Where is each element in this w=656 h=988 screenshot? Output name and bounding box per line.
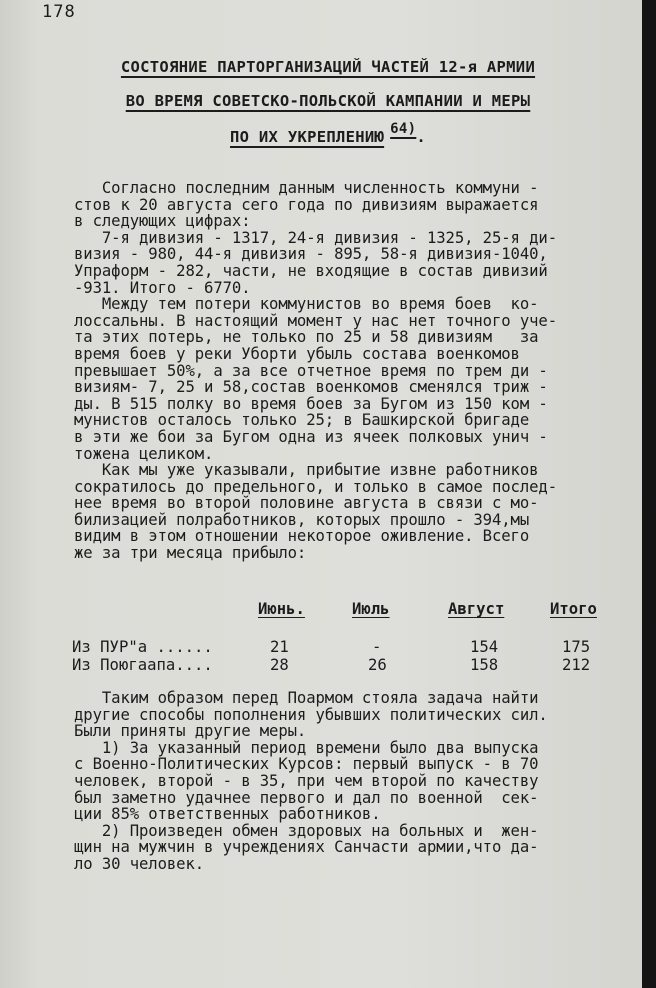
table-header-august: Август: [448, 600, 505, 618]
text-line: Между тем потери коммунистов во время боев ко-: [74, 295, 539, 314]
title-line-1: СОСТОЯНИЕ ПАРТОРГАНИЗАЦИЙ ЧАСТЕЙ 12-я АРМИИ: [120, 58, 536, 76]
text-line: -931. Итого - 6770.: [74, 278, 251, 297]
page-number: 178: [42, 2, 76, 22]
text-line: стов к 20 августа сего года по дивизиям выражается: [74, 195, 539, 214]
title-line-2: ВО ВРЕМЯ СОВЕТСКО-ПОЛЬСКОЙ КАМПАНИИ И МЕРЫ: [125, 92, 531, 110]
text-line: Согласно последним данным численность коммуни -: [74, 179, 539, 197]
title-line-3: ПО ИХ УКРЕПЛЕНИЮ 64).: [230, 121, 426, 146]
scan-border: [642, 0, 656, 988]
text-line: та этих потерь, не только по 25 и 58 дивизиям за: [74, 328, 539, 347]
text-line: Упраформ - 282, части, не входящие в состав дивизий: [74, 261, 548, 280]
table-cell: 154: [470, 638, 499, 656]
text-line: мунистов осталось только 25; в Башкирской бригаде: [74, 411, 530, 430]
text-line: с Военно-Политических Курсов: первый выпуск - в 70: [74, 755, 539, 774]
text-line: ции 85% ответственных работников.: [74, 805, 381, 824]
table-cell: 212: [562, 656, 591, 674]
text-line: превышает 50%, а за все отчетное время по трем ди -: [74, 361, 548, 380]
text-line: нее время во второй половине августа в связи с мо-: [74, 494, 539, 513]
table-cell: 28: [270, 656, 289, 674]
text-line: ло 30 человек.: [74, 854, 205, 873]
text-line: ды. В 515 полку во время боев за Бугом из 150 ком -: [74, 394, 548, 413]
text-line: визия - 980, 44-я дивизия - 895, 58-я дивизия-1040,: [74, 245, 548, 264]
table-header-july: Июль: [352, 600, 390, 618]
table-header-total: Итого: [550, 600, 597, 618]
text-line: время боев у реки Уборти убыль состава военкомов: [74, 344, 520, 363]
text-line: в эти же бои за Бугом одна из ячеек полковых унич -: [74, 427, 548, 446]
text-line: Были приняты другие меры.: [74, 722, 307, 741]
title-end: .: [416, 128, 426, 146]
text-line: же за три месяца прибыло:: [74, 544, 307, 563]
text-line: 2) Произведен обмен здоровых на больных и жен-: [74, 821, 539, 840]
table-cell: 26: [368, 656, 387, 674]
text-line: был заметно удачнее первого и дал по военной сек-: [74, 788, 539, 807]
text-line: билизацией полработников, которых прошло - 394,мы: [74, 510, 530, 529]
text-line: другие способы пополнения убывших политических сил.: [74, 705, 548, 724]
table-cell: 21: [270, 638, 289, 656]
text-line: 1) За указанный период времени было два выпуска: [74, 738, 539, 757]
body-text-block-1: [74, 180, 634, 562]
text-line: щин на мужчин в учреждениях Санчасти армии,что да-: [74, 838, 539, 857]
table-row-label: Из Поюгаапа....: [72, 656, 213, 674]
text-line: человек, второй - в 35, при чем второй по качеству: [74, 771, 539, 790]
footnote-marker: 64): [390, 121, 417, 137]
text-line: видим в этом отношении некоторое оживление. Всего: [74, 527, 530, 546]
table-cell: 175: [562, 638, 591, 656]
table-cell: -: [372, 638, 382, 656]
body-text-block-2: [74, 690, 634, 873]
text-line: тожена целиком.: [74, 444, 214, 463]
text-line: в следующих цифрах:: [74, 212, 251, 231]
table-header-june: Июнь.: [258, 600, 305, 618]
text-line: Таким образом перед Поармом стояла задача найти: [74, 689, 539, 707]
text-line: лоссальны. В настоящий момент у нас нет точного уче-: [74, 311, 557, 330]
text-line: сократилось до предельного, и только в самое послед-: [74, 477, 557, 496]
table-cell: 158: [470, 656, 499, 674]
table-row-label: Из ПУР"а ......: [72, 638, 213, 656]
text-line: визиям- 7, 25 и 58,состав военкомов сменялся триж -: [74, 378, 548, 397]
text-line: 7-я дивизия - 1317, 24-я дивизия - 1325, 25-я ди-: [74, 228, 557, 247]
text-line: Как мы уже указывали, прибытие извне работников: [74, 461, 539, 480]
